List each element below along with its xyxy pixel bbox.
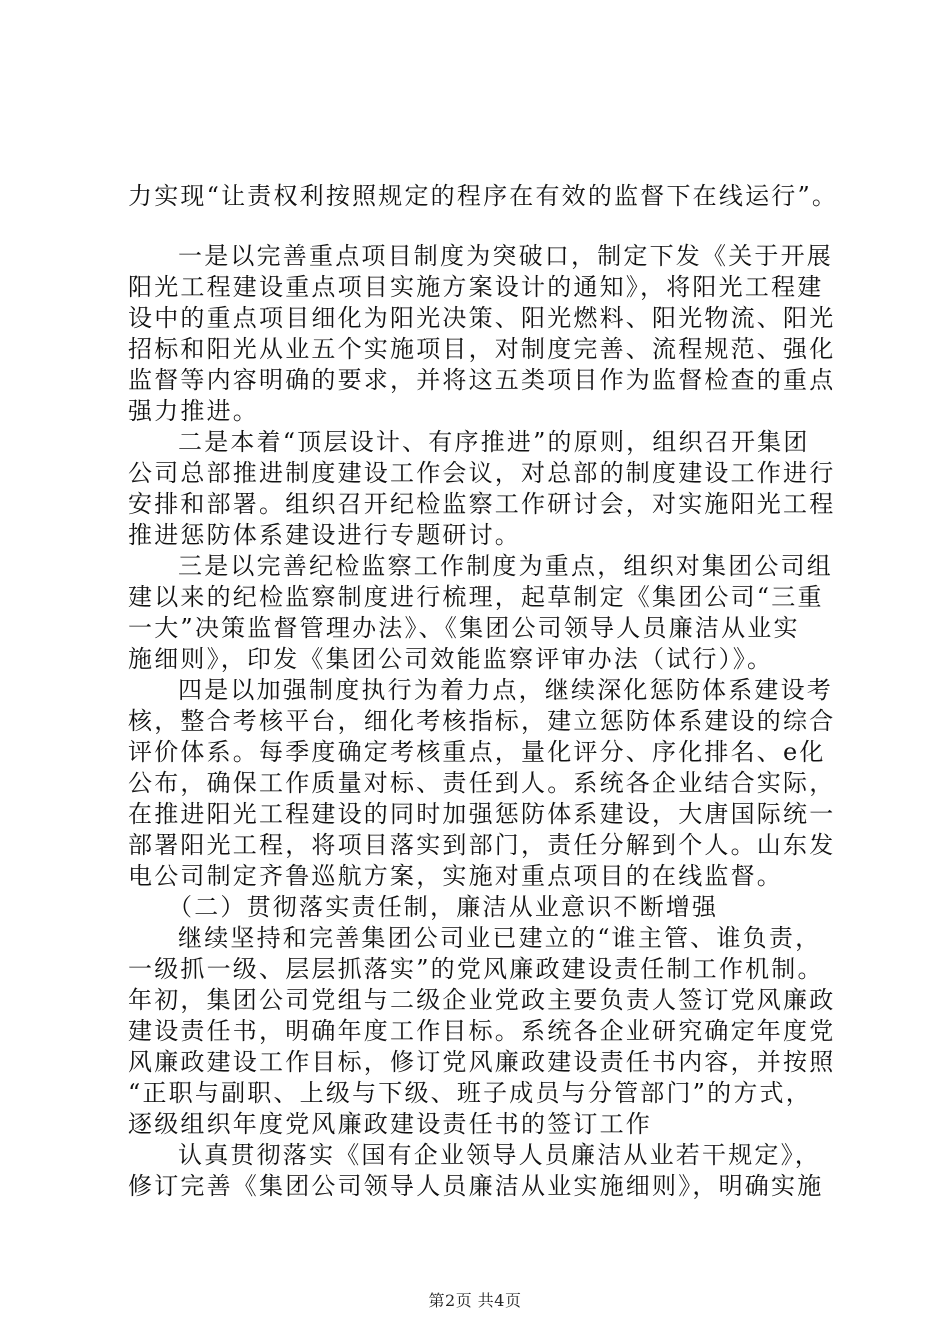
section-heading: （二）贯彻落实责任制，廉洁从业意识不断增强 [168, 893, 719, 921]
text-line: 建以来的纪检监察制度进行梳理，起草制定《集团公司“三重 [128, 583, 824, 611]
text-line: 一是以完善重点项目制度为突破口，制定下发《关于开展 [178, 242, 833, 270]
text-line: “正职与副职、上级与下级、班子成员与分管部门”的方式， [128, 1079, 812, 1107]
text-line: 一大”决策监督管理办法》、《集团公司领导人员廉洁从业实 [128, 614, 800, 642]
text-line: 逐级组织年度党风廉政建设责任书的签订工作 [128, 1110, 652, 1138]
text-line: 设中的重点项目细化为阳光决策、阳光燃料、阳光物流、阳光 [128, 304, 836, 332]
text-line: 四是以加强制度执行为着力点，继续深化惩防体系建设考 [178, 676, 833, 704]
text-line: 阳光工程建设重点项目实施方案设计的通知》，将阳光工程建 [128, 273, 824, 301]
text-line: 核，整合考核平台，细化考核指标，建立惩防体系建设的综合 [128, 707, 836, 735]
text-line: 三是以完善纪检监察工作制度为重点，组织对集团公司组 [178, 552, 833, 580]
text-line: 招标和阳光从业五个实施项目，对制度完善、流程规范、强化 [128, 335, 836, 363]
text-line: 部署阳光工程，将项目落实到部门，责任分解到个人。山东发 [128, 831, 836, 859]
text-line: 年初，集团公司党组与二级企业党政主要负责人签订党风廉政 [128, 986, 836, 1014]
page-number-footer: 第2页 共4页 [428, 1291, 522, 1310]
text-line: 监督等内容明确的要求，并将这五类项目作为监督检查的重点 [128, 366, 836, 394]
text-line: 继续坚持和完善集团公司业已建立的“谁主管、谁负责， [178, 924, 822, 952]
text-line: 力实现“让责权利按照规定的程序在有效的监督下在线运行”。 [128, 182, 839, 210]
text-line: 评价体系。每季度确定考核重点，量化评分、序化排名、e化 [128, 738, 826, 766]
text-line: 修订完善《集团公司领导人员廉洁从业实施细则》，明确实施 [128, 1172, 824, 1200]
text-line: 安排和部署。组织召开纪检监察工作研讨会，对实施阳光工程 [128, 490, 836, 518]
text-line: 风廉政建设工作目标，修订党风廉政建设责任书内容，并按照 [128, 1048, 836, 1076]
text-line: 二是本着“顶层设计、有序推进”的原则，组织召开集团 [178, 428, 810, 456]
text-line: 一级抓一级、层层抓落实”的党风廉政建设责任制工作机制。 [128, 955, 824, 983]
text-line: 公司总部推进制度建设工作会议，对总部的制度建设工作进行 [128, 459, 836, 487]
text-line: 在推进阳光工程建设的同时加强惩防体系建设，大唐国际统一 [128, 800, 836, 828]
text-line: 电公司制定齐鲁巡航方案，实施对重点项目的在线监督。 [128, 862, 783, 890]
text-line: 强力推进。 [128, 397, 259, 425]
text-line: 推进惩防体系建设进行专题研讨。 [128, 521, 521, 549]
text-line: 公布，确保工作质量对标、责任到人。系统各企业结合实际， [128, 769, 836, 797]
text-line: 建设责任书，明确年度工作目标。系统各企业研究确定年度党 [128, 1017, 836, 1045]
text-line: 施细则》，印发《集团公司效能监察评审办法（试行）》。 [128, 645, 774, 673]
text-line: 认真贯彻落实《国有企业领导人员廉洁从业若干规定》， [178, 1141, 821, 1169]
